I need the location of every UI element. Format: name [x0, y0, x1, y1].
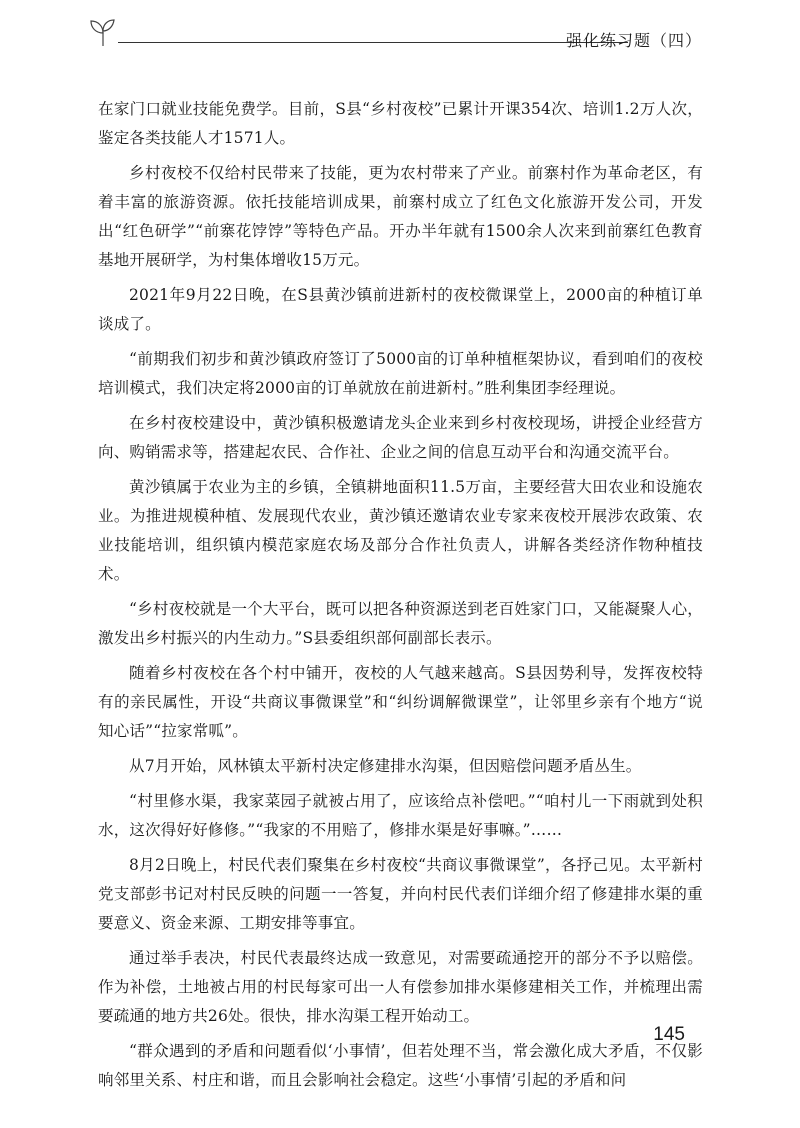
body-text — [98, 95, 703, 1101]
header-title: 强化练习题（四） — [565, 31, 702, 50]
paragraph: 通过举手表决，村民代表最终达成一致意见，对需要疏通挖开的部分不予以赔偿。作为补偿，土地被占用的村民每家可出一人有偿参加排水渠修建相关工作，并梳理出需要疏通的地方共26处。很快，排水沟渠工程开始动工。 — [98, 949, 703, 1025]
paragraph: 8月2日晚上，村民代表们聚集在乡村夜校“共商议事微课堂”，各抒己见。太平新村党支部彭书记对村民反映的问题一一答复，并向村民代表们详细介绍了修建排水渠的重要意义、资金来源、工期安排等事宜。 — [98, 856, 703, 932]
paragraph: 随着乡村夜校在各个村中铺开，夜校的人气越来越高。S县因势利导，发挥夜校特有的亲民属性，开设“共商议事微课堂”和“纠纷调解微课堂”，让邻里乡亲有个地方“说知心话”“拉家常呱”。 — [98, 664, 703, 740]
paragraph: 从7月开始，风林镇太平新村决定修建排水沟渠，但因赔偿问题矛盾丛生。 — [129, 757, 642, 775]
paragraph: “乡村夜校就是一个大平台，既可以把各种资源送到老百姓家门口，又能凝聚人心，激发出乡村振兴的内生动力。”S县委组织部何副部长表示。 — [98, 600, 703, 647]
page-number: 145 — [653, 1024, 685, 1045]
paragraph: “村里修水渠，我家菜园子就被占用了，应该给点补偿吧。”“咱村儿一下雨就到处积水，这次得好好修修。”“我家的不用赔了，修排水渠是好事嘛。”…… — [98, 792, 703, 839]
paragraph: 黄沙镇属于农业为主的乡镇，全镇耕地面积11.5万亩，主要经营大田农业和设施农业。为推进规模种植、发展现代农业，黄沙镇还邀请农业专家来夜校开展涉农政策、农业技能培训，组织镇内模范家庭农场及部分合作社负责人，讲解各类经济作物种植技术。 — [98, 478, 703, 583]
paragraph: “群众遇到的矛盾和问题看似‘小事情’，但若处理不当，常会激化成大矛盾，不仅影响邻里关系、村庄和谐，而且会影响社会稳定。这些‘小事情’引起的矛盾和问 — [98, 1042, 703, 1089]
paragraph: 在乡村夜校建设中，黄沙镇积极邀请龙头企业来到乡村夜校现场，讲授企业经营方向、购销需求等，搭建起农民、合作社、企业之间的信息互动平台和沟通交流平台。 — [98, 414, 703, 461]
paragraph: 乡村夜校不仅给村民带来了技能，更为农村带来了产业。前寨村作为革命老区，有着丰富的旅游资源。依托技能培训成果，前寨村成立了红色文化旅游开发公司，开发出“红色研学”“前寨花饽饽”等特色产品。开办半年就有1500余人次来到前寨红色教育基地开展研学，为村集体增收15万元。 — [98, 164, 703, 269]
paragraph: “前期我们初步和黄沙镇政府签订了5000亩的订单种植框架协议，看到咱们的夜校培训模式，我们决定将2000亩的订单就放在前进新村。”胜利集团李经理说。 — [98, 350, 703, 397]
header-rule — [118, 42, 628, 43]
running-header — [86, 14, 726, 54]
paragraph: 在家门口就业技能免费学。目前，S县“乡村夜校”已累计开课354次、培训1.2万人次，鉴定各类技能人才1571人。 — [98, 100, 703, 147]
paragraph: 2021年9月22日晚，在S县黄沙镇前进新村的夜校微课堂上，2000亩的种植订单谈成了。 — [98, 286, 703, 333]
sprout-icon — [86, 16, 120, 48]
